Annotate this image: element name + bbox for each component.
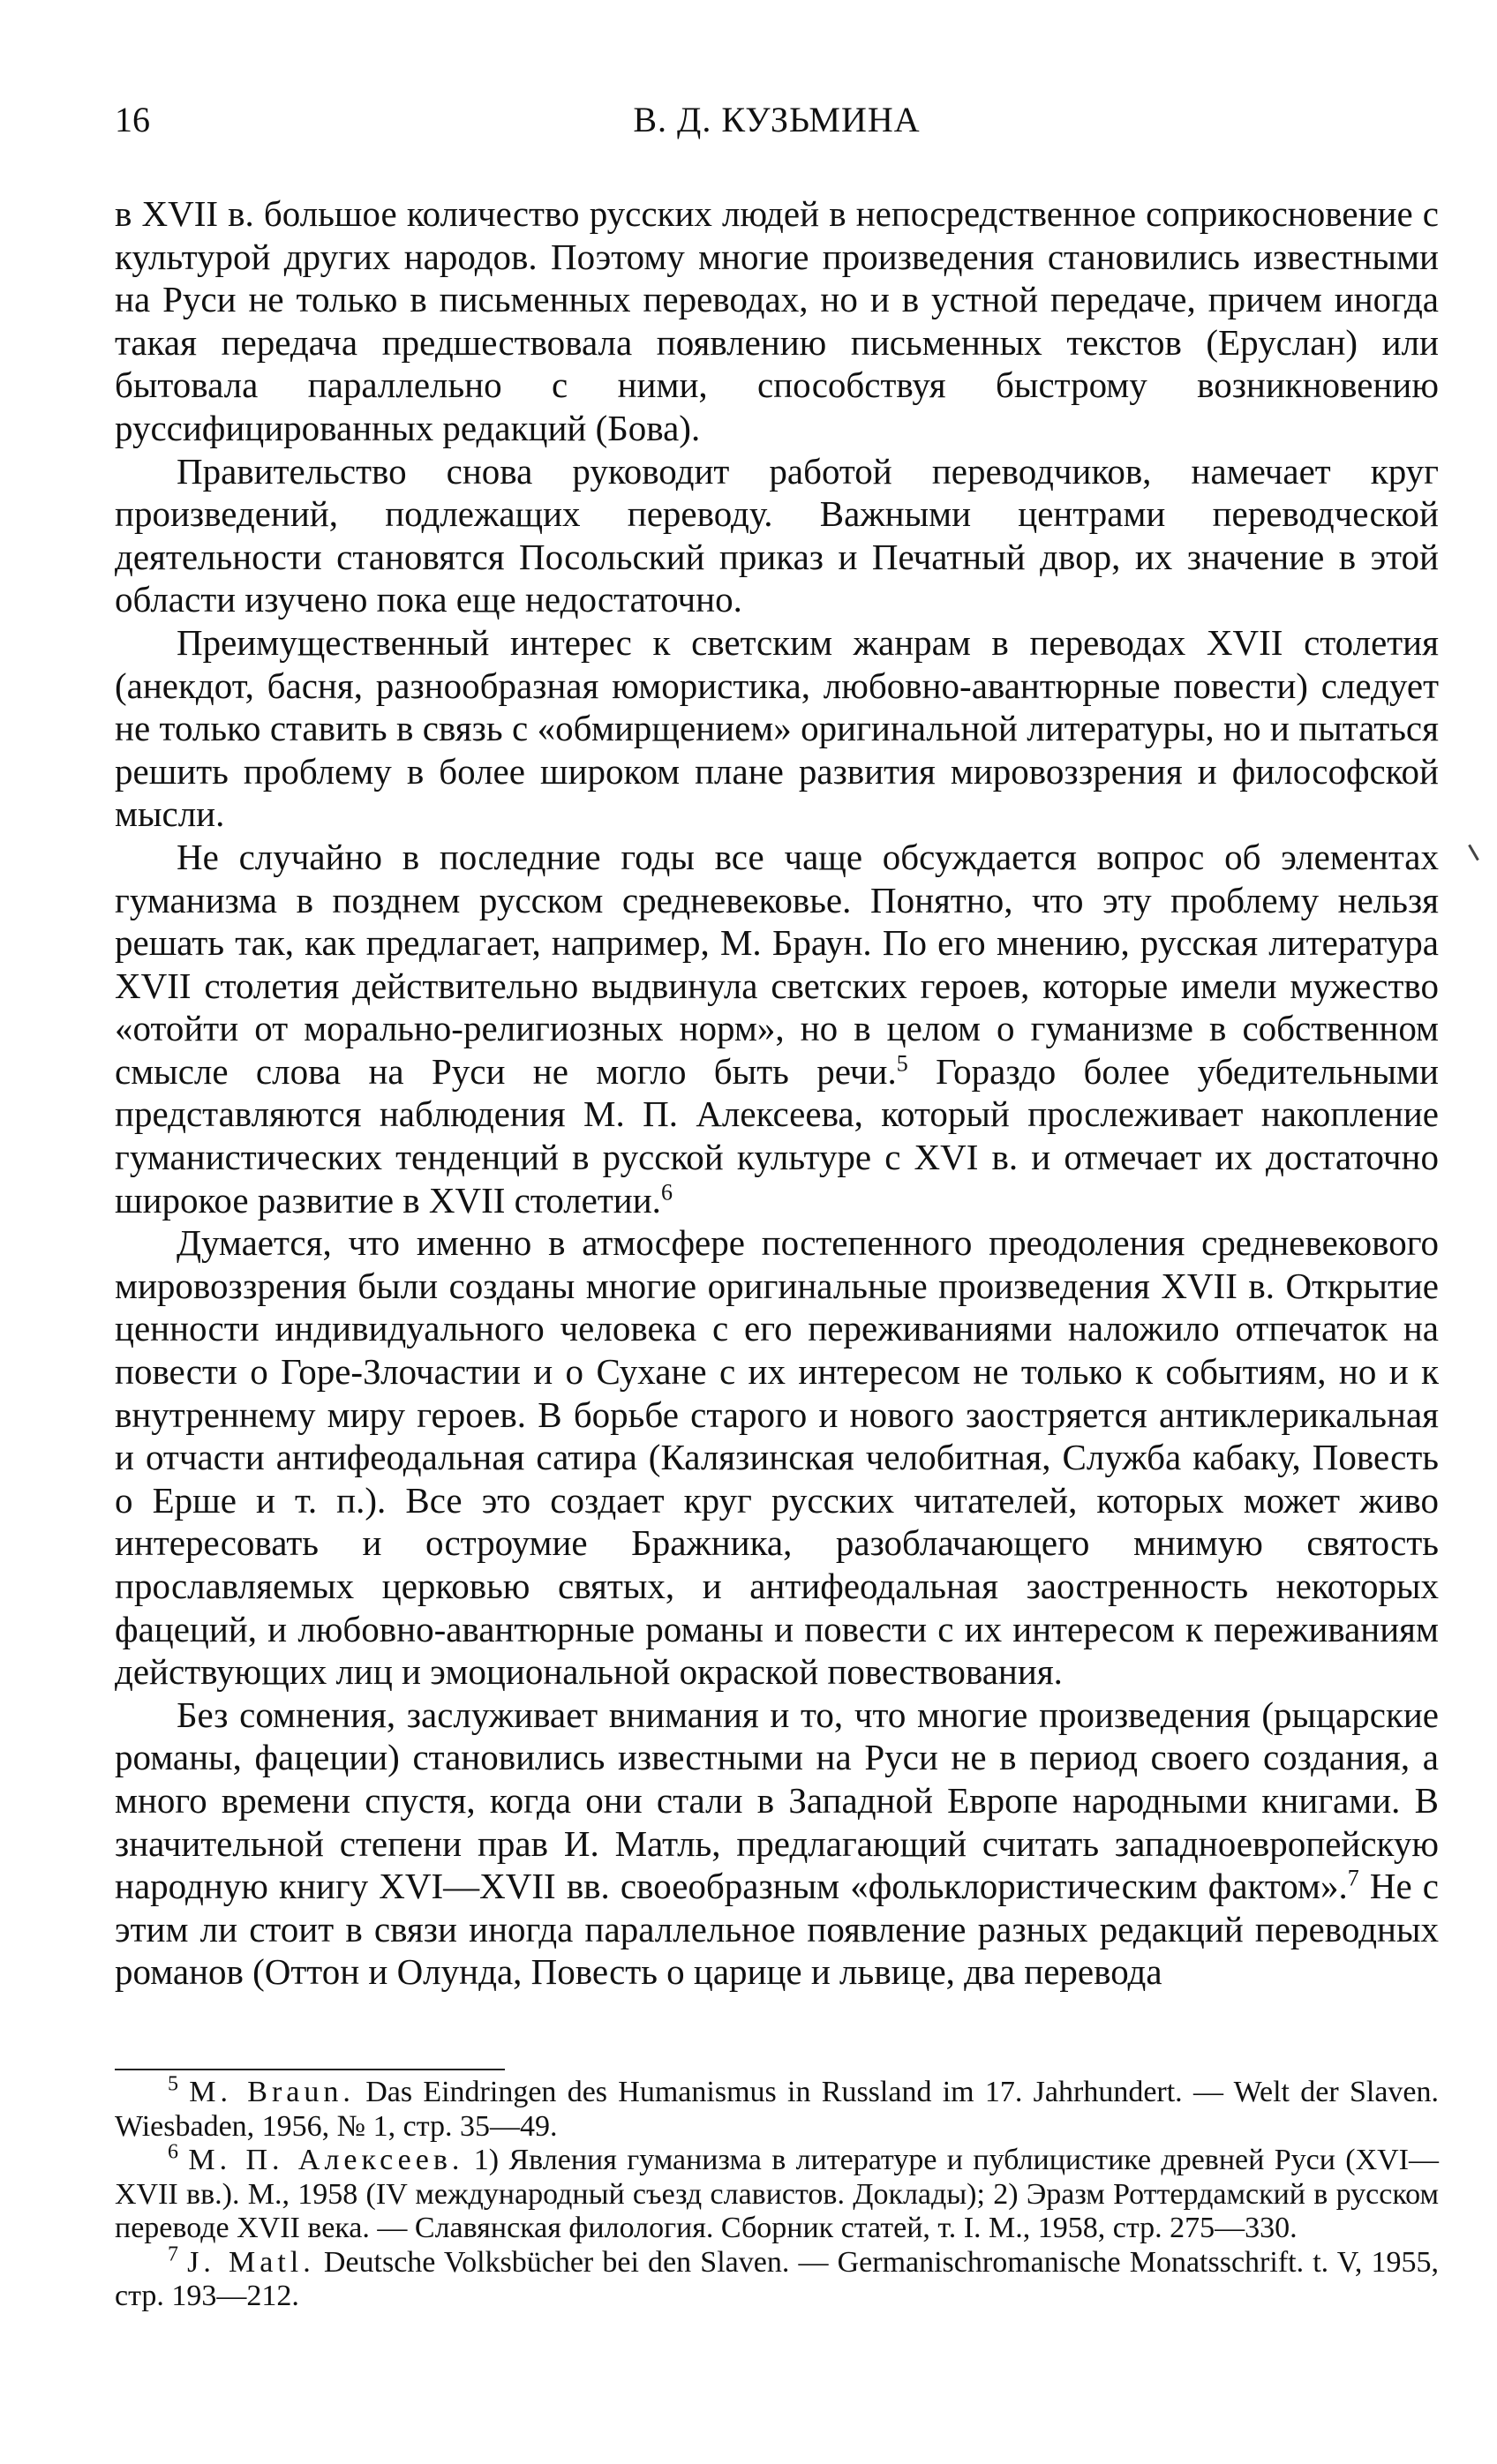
paragraph-1: в XVII в. большое количество русских людей в непосредственное соприкосновение с культурой других народов. Поэтому многие произведения становились известными на Руси не только в письменных переводах, но и в устной передаче, причем иногда такая передача предшествовала появлению письменных текстов (Еруслан) или бытовала параллельно с ними, способствуя быстрому возникновению руссифицированных редакций (Бова). xyxy=(115,193,1439,448)
footnote-mark: 6 xyxy=(168,2140,178,2164)
paragraph-6-text-b: Не с этим ли стоит в связи иногда параллельное появление разных редакций переводных романов (Оттон и Олунда, Повесть о царице и львице, два перевода xyxy=(115,1866,1440,1993)
footnote-author: M. Braun. xyxy=(189,2076,355,2108)
page-header xyxy=(115,99,1439,143)
main-text xyxy=(115,192,1439,1994)
running-head: В. Д. КУЗЬМИНА xyxy=(633,100,921,139)
footnote-author: М. П. Алексеев. xyxy=(188,2144,464,2176)
paragraph-6-text-a: Без сомнения, заслуживает внимания и то, что многие произведения (рыцарские романы, фацеции) становились известными на Руси не в период своего создания, а много времени спустя, когда они стали в Западной Европе народными книгами. В значительной степени прав И. Матль, предлагающий считать западноевропейскую народную книгу XVI—XVII вв. своеобразным «фольклористическим фактом». xyxy=(115,1694,1439,1907)
paragraph-5: Думается, что именно в атмосфере постепенного преодоления средневекового мировоззрения были созданы многие оригинальные произведения XVII в. Открытие ценности индивидуального человека с его переживаниями наложило отпечаток на повести о Горе-Злочастии и о Сухане с их интересом не только к событиям, но и к внутреннему миру героев. В борьбе старого и нового заостряется антиклерикальная и отчасти антифеодальная сатира (Калязинская челобитная, Служба кабаку, Повесть о Ерше и т. п.). Все это создает круг русских читателей, которых может живо интересовать и остроумие Бражника, разоблачающего мнимую святость прославляемых церковью святых, и антифеодальная заостренность некоторых фацеций, и любовно-авантюрные романы и повести с их интересом к переживаниям действующих лиц и эмоциональной окраской повествования. xyxy=(115,1222,1439,1693)
paragraph-3: Преимущественный интерес к светским жанрам в переводах XVII столетия (анекдот, басня, разнообразная юмористика, любовно-авантюрные повести) следует не только ставить в связь с «обмирщением» оригинальной литературы, но и пытаться решить проблему в более широком плане развития мировоззрения и философской мысли. xyxy=(115,621,1439,835)
footnotes xyxy=(115,2072,1440,2314)
footnote-ref-6[interactable]: 6 xyxy=(660,1179,673,1205)
footnote-ref-7[interactable]: 7 xyxy=(1347,1865,1359,1891)
paragraph-2: Правительство снова руководит работой переводчиков, намечает круг произведений, подлежащих переводу. Важными центрами переводческой деятельности становятся Посольский приказ и Печатный двор, их значение в этой области изучено пока еще недостаточно. xyxy=(115,450,1439,620)
paragraph-4 xyxy=(115,836,1439,1221)
footnote-7 xyxy=(115,2242,1440,2314)
paragraph-4-text-b: Гораздо более убедительными представляются наблюдения М. П. Алексеева, который прослеживает накопление гуманистических тенденций в русской культуре с XVI в. и отмечает их достаточно широкое развитие в XVII столетии. xyxy=(115,1050,1439,1221)
margin-mark xyxy=(1468,845,1479,861)
footnote-mark: 7 xyxy=(168,2242,178,2266)
footnote-mark: 5 xyxy=(168,2072,178,2096)
footnote-5 xyxy=(115,2072,1440,2144)
page-number: 16 xyxy=(115,100,150,139)
footnote-text: 1) Явления гуманизма в литературе и публицистике древней Руси (XVI—XVII вв.). М., 1958 (IV международный съезд славистов. Доклады); 2) Эразм Роттердамский в русском переводе XVII века. — Славянская филология. Сборник статей, т. I. М., 1958, стр. 275—330. xyxy=(115,2144,1440,2244)
footnote-text: Deutsche Volksbücher bei den Slaven. — Germanischromanische Monatsschrift. t. V, 1955, стр. 193—212. xyxy=(115,2245,1440,2312)
footnote-author: J. Matl. xyxy=(187,2245,315,2279)
paragraph-6 xyxy=(115,1694,1439,1994)
footnote-ref-5[interactable]: 5 xyxy=(896,1050,908,1077)
footnote-6 xyxy=(115,2140,1440,2246)
footnote-divider xyxy=(115,2069,505,2070)
footnote-text: Das Eindringen des Humanismus in Russland im 17. Jahrhundert. — Welt der Slaven. Wiesbaden, 1956, № 1, стр. 35—49. xyxy=(115,2076,1440,2143)
paragraph-4-text-a: Не случайно в последние годы все чаще обсуждается вопрос об элементах гуманизма в позднем русском средневековье. Понятно, что эту проблему нельзя решать так, как предлагает, например, М. Браун. По его мнению, русская литература XVII столетия действительно выдвинула светских героев, которые имели мужество «отойти от морально-религиозных норм», но в целом о гуманизме в собственном смысле слова на Руси не могло быть речи. xyxy=(115,836,1439,1092)
